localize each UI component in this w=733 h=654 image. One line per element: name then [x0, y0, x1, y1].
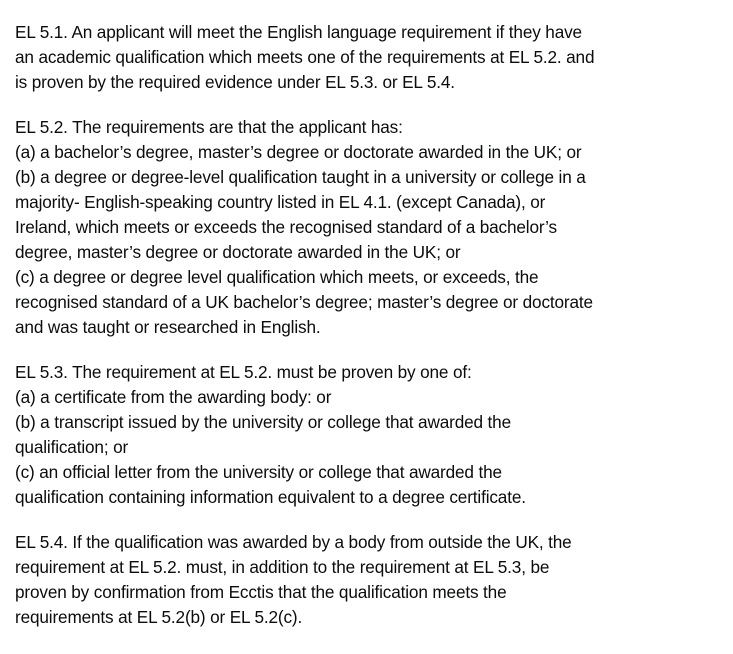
text-line: requirements at EL 5.2(b) or EL 5.2(c). — [15, 607, 303, 627]
text-line: Ireland, which meets or exceeds the recognised standard of a bachelor’s — [15, 217, 557, 237]
text-line: (c) a degree or degree level qualification which meets, or exceeds, the — [15, 267, 539, 287]
text-line: EL 5.4. If the qualification was awarded by a body from outside the UK, the — [15, 532, 572, 552]
paragraph-el-5-4 — [15, 530, 705, 630]
paragraph-el-5-2 — [15, 115, 705, 340]
text-line: an academic qualification which meets one of the requirements at EL 5.2. and — [15, 47, 595, 67]
paragraph-el-5-1 — [15, 20, 705, 95]
text-line: and was taught or researched in English. — [15, 317, 321, 337]
text-line: qualification; or — [15, 437, 129, 457]
text-line: (b) a transcript issued by the university or college that awarded the — [15, 412, 511, 432]
text-line: EL 5.2. The requirements are that the applicant has: — [15, 117, 403, 137]
text-line: requirement at EL 5.2. must, in addition to the requirement at EL 5.3, be — [15, 557, 550, 577]
text-line: (a) a bachelor’s degree, master’s degree or doctorate awarded in the UK; or — [15, 142, 582, 162]
text-line: recognised standard of a UK bachelor’s degree; master’s degree or doctorate — [15, 292, 593, 312]
text-line: EL 5.1. An applicant will meet the English language requirement if they have — [15, 22, 582, 42]
text-line: is proven by the required evidence under EL 5.3. or EL 5.4. — [15, 72, 455, 92]
text-line: qualification containing information equivalent to a degree certificate. — [15, 487, 526, 507]
document-body — [15, 20, 705, 650]
paragraph-el-5-3 — [15, 360, 705, 510]
text-line: EL 5.3. The requirement at EL 5.2. must be proven by one of: — [15, 362, 472, 382]
text-line: degree, master’s degree or doctorate awarded in the UK; or — [15, 242, 461, 262]
text-line: majority- English-speaking country listed in EL 4.1. (except Canada), or — [15, 192, 546, 212]
text-line: (c) an official letter from the university or college that awarded the — [15, 462, 502, 482]
text-line: (a) a certificate from the awarding body: or — [15, 387, 332, 407]
text-line: (b) a degree or degree-level qualification taught in a university or college in a — [15, 167, 586, 187]
text-line: proven by confirmation from Ecctis that the qualification meets the — [15, 582, 507, 602]
